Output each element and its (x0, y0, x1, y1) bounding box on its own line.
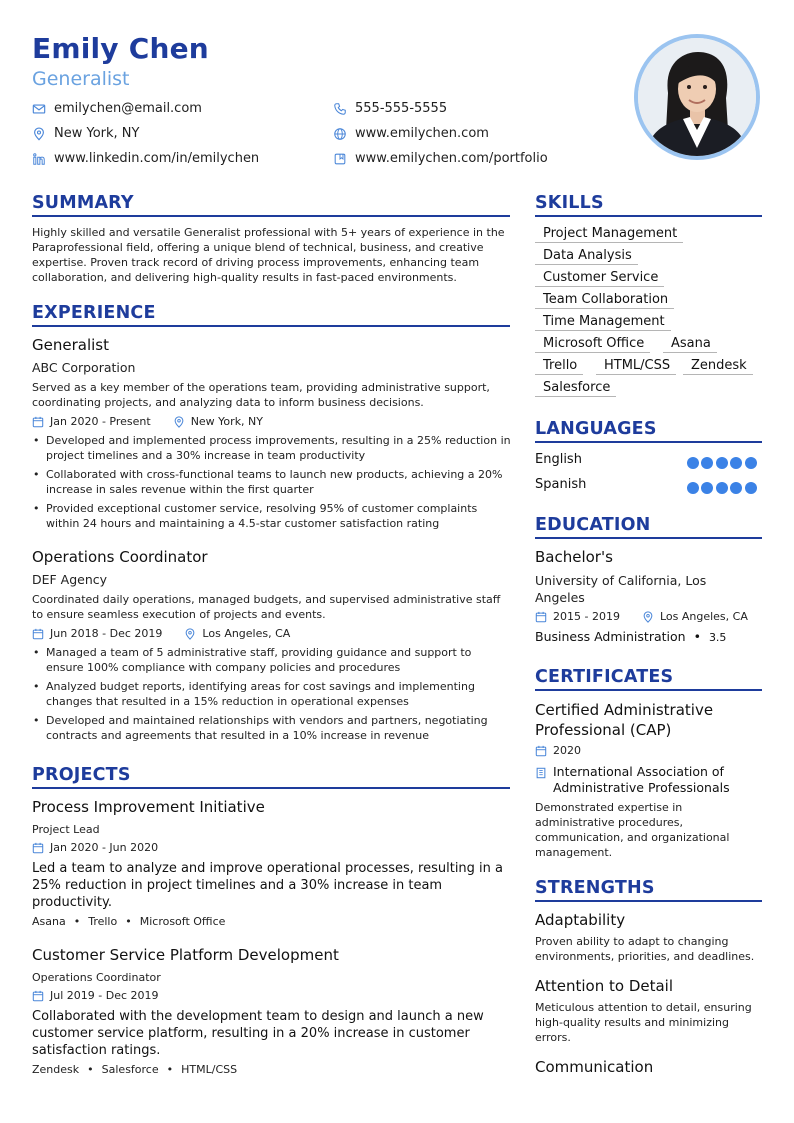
location-pin-icon (32, 127, 46, 141)
job-bullets (32, 645, 512, 747)
envelope-icon (32, 102, 46, 116)
job-title: Operations Coordinator (32, 548, 208, 566)
projects-divider (32, 787, 510, 789)
phone-text: 555-555-5555 (355, 101, 448, 116)
skill-tag: Project Management (535, 226, 683, 243)
skill-tag: Salesforce (535, 380, 616, 397)
education-heading: EDUCATION (535, 515, 651, 535)
strength-name: Communication (535, 1058, 654, 1076)
job-company: DEF Agency (32, 572, 108, 587)
strength-name: Attention to Detail (535, 977, 674, 995)
contact-email[interactable] (32, 101, 202, 116)
skill-tag: Zendesk (683, 358, 753, 375)
proficiency-dot (730, 482, 742, 494)
certificate-meta (535, 744, 581, 757)
projects-heading: PROJECTS (32, 765, 131, 785)
job-dates: Jun 2018 - Dec 2019 (50, 627, 163, 640)
skill-tag: Team Collaboration (535, 292, 674, 309)
proficiency-dot (687, 457, 699, 469)
skills-heading: SKILLS (535, 193, 604, 213)
calendar-icon (32, 842, 44, 854)
certificate-issuer: International Association of Administrative Professionals (553, 764, 730, 795)
education-location: Los Angeles, CA (659, 610, 748, 623)
proficiency-dot (745, 457, 757, 469)
portfolio-text: www.emilychen.com/portfolio (355, 151, 548, 166)
calendar-icon (32, 990, 44, 1002)
project-dates: Jan 2020 - Jun 2020 (50, 841, 159, 854)
certificate-name: Certified Administrative Professional (CAP) (535, 701, 714, 739)
linkedin-text: www.linkedin.com/in/emilychen (54, 151, 260, 166)
skill-tag: Customer Service (535, 270, 664, 287)
job-bullet: • Developed and maintained relationships with vendors and partners, negotiating contracts and agreements that resulted in a 10% increase in revenue (32, 713, 512, 743)
languages-divider (535, 441, 762, 443)
gpa: 3.5 (708, 631, 727, 644)
job-bullet: • Analyzed budget reports, identifying areas for cost savings and implementing changes that resulted in a 15% reduction in operational expenses (32, 679, 512, 709)
job-bullet: • Provided exceptional customer service, resolving 95% of customer complaints within 24 hours and maintaining a 4.5-star customer satisfaction rating (32, 501, 512, 531)
skill-tag: HTML/CSS (596, 358, 676, 375)
experience-heading: EXPERIENCE (32, 303, 156, 323)
project-description: Collaborated with the development team to design and launch a new customer service platform, resulting in a 20% increase in customer satisfaction ratings. (32, 1009, 484, 1058)
job-title: Generalist (32, 336, 109, 354)
degree: Bachelor's (535, 548, 613, 566)
job-bullet: • Collaborated with cross-functional teams to launch new products, achieving a 20% increase in sales revenue within the first quarter (32, 467, 512, 497)
job-bullets (32, 433, 512, 535)
website-text: www.emilychen.com (355, 126, 489, 141)
proficiency-dot (687, 482, 699, 494)
profile-photo-icon (638, 38, 756, 156)
language-level-dots (684, 482, 757, 494)
location-pin-icon (642, 611, 654, 623)
job-meta (32, 415, 263, 428)
job-company: ABC Corporation (32, 360, 136, 375)
project-meta (32, 989, 159, 1002)
language-level-dots (684, 457, 757, 469)
strength-description: Proven ability to adapt to changing environments, priorities, and deadlines. (535, 935, 755, 963)
language-name: English (535, 452, 582, 467)
education-divider (535, 537, 762, 539)
tool-tag: Salesforce (101, 1063, 159, 1076)
strengths-divider (535, 900, 762, 902)
education-meta (535, 610, 748, 623)
strengths-heading: STRENGTHS (535, 878, 655, 898)
skills-divider (535, 215, 762, 217)
job-dates: Jan 2020 - Present (50, 415, 151, 428)
tool-tag: Zendesk (32, 1063, 80, 1076)
location-text: New York, NY (54, 126, 140, 141)
contact-phone[interactable] (333, 101, 447, 116)
summary-text: Highly skilled and versatile Generalist professional with 5+ years of experience in the Paraprofessional field, offering a unique blend of technical, business, and creative expertise. Proven track record of driving process improvements, enhancing team collaboration, and delivering high-quality results in fast-paced environments. (32, 226, 505, 284)
tool-tag: Asana (32, 915, 66, 928)
contact-location (32, 126, 139, 141)
proficiency-dot (745, 482, 757, 494)
job-description: Served as a key member of the operations team, providing administrative support, coordinating projects, and analyzing data to inform business decisions. (32, 381, 490, 409)
certificate-issuer-row (535, 764, 753, 796)
bookmark-icon (333, 152, 347, 166)
tool-tag: HTML/CSS (181, 1063, 238, 1076)
education-dates: 2015 - 2019 (553, 610, 620, 623)
job-location: New York, NY (190, 415, 263, 428)
education-field-line: Business Administration • 3.5 (535, 629, 727, 644)
certificate-description: Demonstrated expertise in administrative procedures, communication, and organizational management. (535, 801, 730, 859)
linkedin-icon (32, 152, 46, 166)
project-name: Process Improvement Initiative (32, 798, 265, 816)
project-tools: Asana • Trello • Microsoft Office (32, 915, 226, 928)
strength-description: Meticulous attention to detail, ensuring high-quality results and minimizing errors. (535, 1001, 752, 1044)
skill-tag: Time Management (535, 314, 671, 331)
proficiency-dot (716, 482, 728, 494)
contact-linkedin[interactable] (32, 151, 259, 166)
calendar-icon (32, 628, 44, 640)
calendar-icon (32, 416, 44, 428)
job-description: Coordinated daily operations, managed budgets, and supervised administrative staff to ensure seamless execution of projects and events. (32, 593, 501, 621)
languages-heading: LANGUAGES (535, 419, 657, 439)
certificates-heading: CERTIFICATES (535, 667, 674, 687)
skill-tag: Asana (663, 336, 717, 353)
email-text: emilychen@email.com (54, 101, 202, 116)
field-of-study: Business Administration (535, 629, 686, 644)
job-meta (32, 627, 290, 640)
tool-tag: Trello (88, 915, 118, 928)
project-dates: Jul 2019 - Dec 2019 (50, 989, 159, 1002)
school: University of California, Los Angeles (535, 573, 707, 605)
contact-portfolio[interactable] (333, 151, 548, 166)
tool-tag: Microsoft Office (139, 915, 226, 928)
location-pin-icon (173, 416, 185, 428)
strength-name: Adaptability (535, 911, 626, 929)
experience-divider (32, 325, 510, 327)
summary-divider (32, 215, 510, 217)
location-pin-icon (184, 628, 196, 640)
summary-heading: SUMMARY (32, 193, 134, 213)
project-meta (32, 841, 158, 854)
proficiency-dot (730, 457, 742, 469)
candidate-role: Generalist (32, 68, 130, 90)
job-location: Los Angeles, CA (202, 627, 291, 640)
calendar-icon (535, 745, 547, 757)
job-bullet: • Managed a team of 5 administrative staff, providing guidance and support to ensure 100% compliance with company policies and procedures (32, 645, 512, 675)
building-icon (535, 767, 547, 779)
skill-tag: Microsoft Office (535, 336, 650, 353)
project-role: Operations Coordinator (32, 971, 161, 984)
certificates-divider (535, 689, 762, 691)
avatar (634, 34, 760, 160)
project-tools: Zendesk • Salesforce • HTML/CSS (32, 1063, 238, 1076)
proficiency-dot (701, 457, 713, 469)
job-bullet: • Developed and implemented process improvements, resulting in a 25% reduction in project timelines and a 30% increase in team productivity (32, 433, 512, 463)
calendar-icon (535, 611, 547, 623)
certificate-year: 2020 (553, 744, 581, 757)
proficiency-dot (701, 482, 713, 494)
project-name: Customer Service Platform Development (32, 946, 339, 964)
globe-icon (333, 127, 347, 141)
project-description: Led a team to analyze and improve operational processes, resulting in a 25% reduction in project timelines and a 30% increase in team productivity. (32, 861, 504, 910)
skill-tag: Data Analysis (535, 248, 638, 265)
language-name: Spanish (535, 477, 587, 492)
candidate-name: Emily Chen (32, 32, 209, 65)
phone-icon (333, 102, 347, 116)
skill-tag: Trello (535, 358, 583, 375)
project-role: Project Lead (32, 823, 100, 836)
contact-website[interactable] (333, 126, 489, 141)
proficiency-dot (716, 457, 728, 469)
